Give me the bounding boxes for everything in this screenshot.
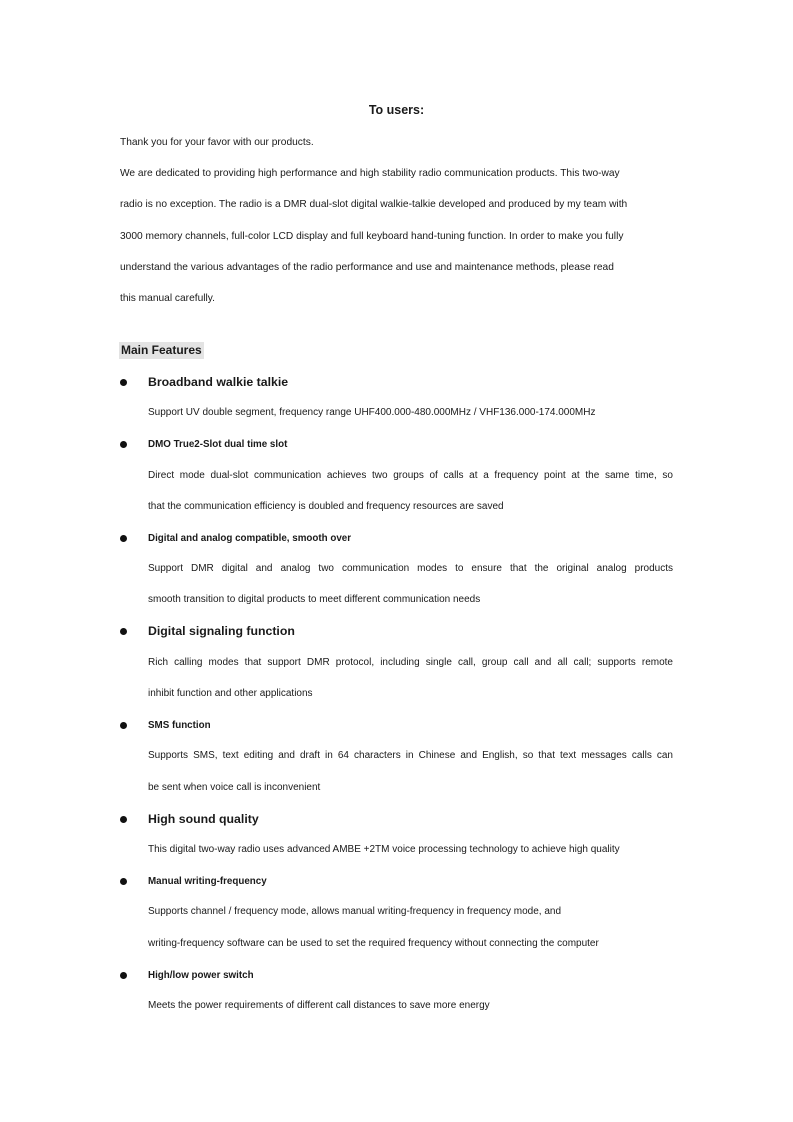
section-heading-main-features: Main Features bbox=[121, 343, 202, 357]
feature-title: SMS function bbox=[148, 720, 211, 731]
feature-description: Supports SMS, text editing and draft in 64 characters in Chinese and English, so that text messages calls can bbox=[148, 750, 673, 761]
intro-line: We are dedicated to providing high performance and high stability radio communication products. This two-way bbox=[120, 168, 620, 179]
page-title: To users: bbox=[368, 103, 425, 117]
feature-description: be sent when voice call is inconvenient bbox=[148, 782, 321, 793]
feature-description: writing-frequency software can be used to set the required frequency without connecting the computer bbox=[148, 938, 599, 949]
intro-line: this manual carefully. bbox=[120, 293, 215, 304]
feature-description: Support DMR digital and analog two communication modes to ensure that the original analog products bbox=[148, 563, 673, 574]
bullet-icon bbox=[120, 441, 127, 448]
feature-title: DMO True2-Slot dual time slot bbox=[148, 439, 288, 450]
intro-line: 3000 memory channels, full-color LCD display and full keyboard hand-tuning function. In order to make you fully bbox=[120, 231, 624, 242]
bullet-icon bbox=[120, 972, 127, 979]
bullet-icon bbox=[120, 722, 127, 729]
feature-title: Digital and analog compatible, smooth over bbox=[148, 533, 352, 544]
feature-title: Digital signaling function bbox=[148, 624, 295, 638]
feature-description: Supports channel / frequency mode, allows manual writing-frequency in frequency mode, and bbox=[148, 906, 562, 917]
feature-description: This digital two-way radio uses advanced AMBE +2TM voice processing technology to achieve high quality bbox=[148, 844, 620, 855]
feature-description: that the communication efficiency is doubled and frequency resources are saved bbox=[148, 501, 504, 512]
bullet-icon bbox=[120, 628, 127, 635]
bullet-icon bbox=[120, 878, 127, 885]
feature-title: High/low power switch bbox=[148, 970, 254, 981]
feature-description: inhibit function and other applications bbox=[148, 688, 313, 699]
feature-description: Direct mode dual-slot communication achieves two groups of calls at a frequency point at the same time, so bbox=[148, 470, 673, 481]
intro-line: Thank you for your favor with our products. bbox=[120, 137, 314, 148]
feature-title: Broadband walkie talkie bbox=[148, 375, 289, 389]
feature-description: Rich calling modes that support DMR protocol, including single call, group call and all call; supports remote bbox=[148, 657, 673, 668]
bullet-icon bbox=[120, 535, 127, 542]
intro-line: radio is no exception. The radio is a DMR dual-slot digital walkie-talkie developed and produced by my team with bbox=[120, 199, 628, 210]
feature-description: smooth transition to digital products to meet different communication needs bbox=[148, 594, 481, 605]
feature-description: Support UV double segment, frequency range UHF400.000-480.000MHz / VHF136.000-174.000MHz bbox=[148, 407, 596, 418]
feature-description: Meets the power requirements of different call distances to save more energy bbox=[148, 1000, 490, 1011]
intro-line: understand the various advantages of the radio performance and use and maintenance methods, please read bbox=[120, 262, 614, 273]
bullet-icon bbox=[120, 816, 127, 823]
bullet-icon bbox=[120, 379, 127, 386]
feature-title: High sound quality bbox=[148, 812, 259, 826]
feature-title: Manual writing-frequency bbox=[148, 876, 267, 887]
